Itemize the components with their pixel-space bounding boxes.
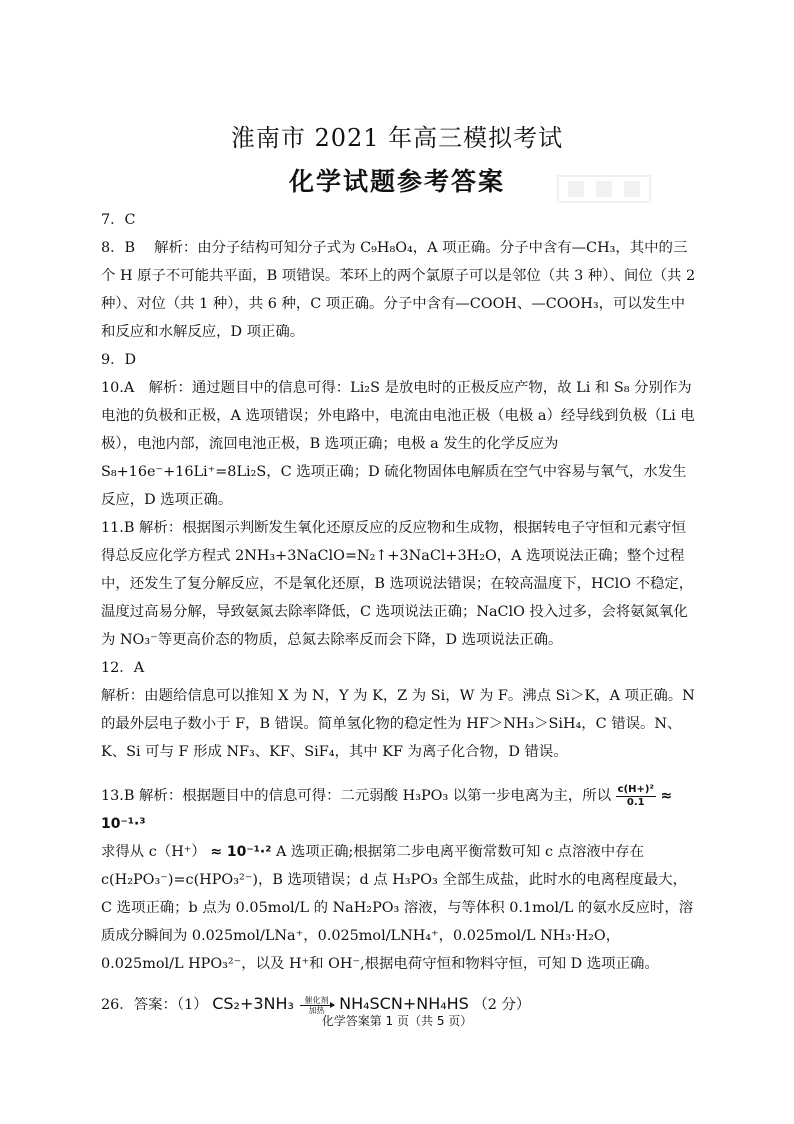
answer-q26-label: 26．答案：（1） <box>101 997 208 1013</box>
answer-q12: 解析：由题给信息可以推知 X 为 N，Y 为 K，Z 为 Si，W 为 F。沸点 Si＞K，A 项正确。N 的最外层电子数小于 F，B 错误。简单氢化物的稳定性为 HF＞NH₃＞SiH₄，C 错误。N、K、Si 可与 F 形成 NF₃、KF、SiF₄，其中 KF 为离子化合物，D 错误。 <box>101 688 695 760</box>
spacer <box>101 766 697 782</box>
answer-q10: 10.A 解析：通过题目中的信息可得：Li₂S 是放电时的正极反应产物，故 Li 和 S₈ 分别作为电池的负极和正极，A 选项错误；外电路中，电流由电池正极（电极 a）经导线到负极（Li 电极），电池内部，流回电池正极，B 选项正确；电极 a 发生的化学反应为 S₈+16e⁻+16Li⁺=8Li₂S，C 选项正确；D 硫化物固体电解质在空气中容易与氧气，水发生反应，D 选项正确。 <box>101 380 695 508</box>
answer-q12-heading: 12．A <box>101 660 145 676</box>
answer-q9: 9．D <box>101 352 137 368</box>
answer-q13-approx-2: ≈ 10⁻¹·² <box>210 844 272 860</box>
spacer <box>101 978 697 990</box>
reaction-condition-top: 催化剂 <box>304 995 329 1005</box>
equation-products: NH₄SCN+NH₄HS <box>339 994 469 1013</box>
page-title: 淮南市 2021 年高三模拟考试 <box>230 124 564 152</box>
answer-q13-text-a: 13.B 解析：根据题目中的信息可得：二元弱酸 H₃PO₃ 以第一步电离为主，所以 <box>101 788 612 804</box>
answer-q8: 8．B 解析：由分子结构可知分子式为 C₉H₈O₄，A 项正确。分子中含有—CH₃，其中的三个 H 原子不可能共平面，B 项错误。苯环上的两个氯原子可以是邻位（共 3 种）、间位（共 2 种）、对位（共 1 种），共 6 种，C 项正确。分子中含有—COOH、—COOH₃，可以发生中和反应和水解反应，D 项正确。 <box>101 240 696 340</box>
answer-q26-score: （2 分） <box>473 997 531 1013</box>
answer-q7: 7．C <box>101 212 136 228</box>
fraction-denominator: 0.1 <box>626 796 645 808</box>
equation-reactants: CS₂+3NH₃ <box>212 994 294 1013</box>
arrow-icon <box>300 1005 334 1006</box>
page-footer: 化学答案第 1 页（共 5 页） <box>321 1014 473 1028</box>
answer-q13-text-b: 求得从 c（H⁺） <box>101 844 206 860</box>
reaction-condition-bottom: 加热 <box>308 1005 325 1015</box>
answer-q13-text-c: A 选项正确;根据第二步电离平衡常数可知 c 点溶液中存在 c(H₂PO₃⁻)=c(HPO₃²⁻)，B 选项错误；d 点 H₃PO₃ 全部生成盐，此时水的电离程度最大，C 选项正确；b 点为 0.05mol/L 的 NaH₂PO₃ 溶液，与等体积 0.1mol/L 的氨水反应时，溶质成分瞬间为 0.025mol/LNa⁺，0.025mol/LNH₄⁺，0.025mol/L NH₃·H₂O，0.025mol/L HPO₃²⁻，以及 H⁺和 OH⁻,根据电荷守恒和物料守恒，可知 D 选项正确。 <box>101 844 694 972</box>
page-subtitle: 化学试题参考答案 <box>288 167 505 196</box>
answer-body <box>101 206 697 1019</box>
fraction-numerator: c(H+)² <box>617 783 654 795</box>
answer-q13 <box>101 782 697 978</box>
answer-q13-fraction <box>616 784 656 809</box>
answer-q11: 11.B 解析：根据图示判断发生氧化还原反应的反应物和生成物，根据转电子守恒和元素守恒得总反应化学方程式 2NH₃+3NaClO=N₂↑+3NaCl+3H₂O，A 选项说法正确；整个过程中，还发生了复分解反应，不是氧化还原，B 选项说法错误；在较高温度下，HClO 不稳定，温度过高易分解，导致氨氮去除率降低，C 选项说法正确；NaClO 投入过多，会将氨氮氧化为 NO₃⁻等更高价态的物质，总氮去除率反而会下降，D 选项说法正确。 <box>101 520 694 648</box>
answer-q13-approx: ≈ 10⁻¹·³ <box>101 788 673 832</box>
